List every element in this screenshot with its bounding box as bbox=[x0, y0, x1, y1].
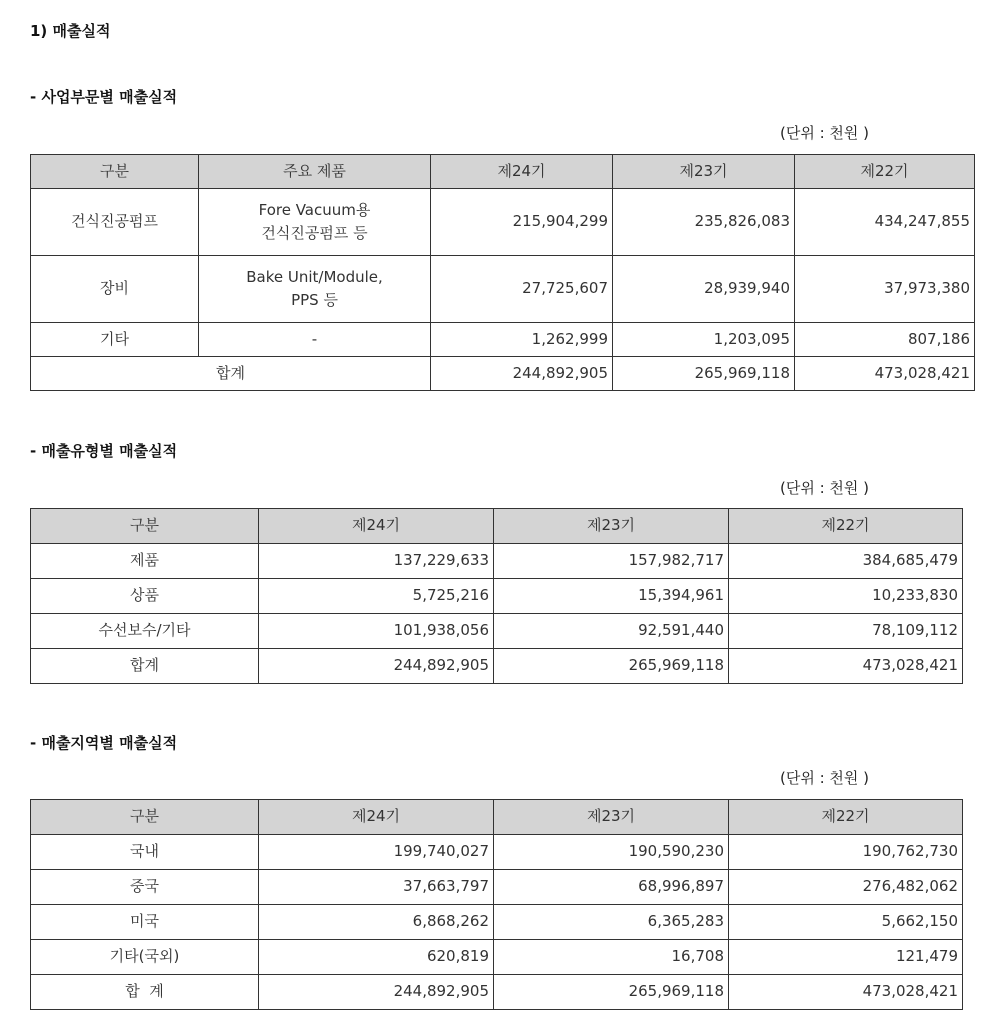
total-label: 합계 bbox=[31, 357, 431, 391]
region-sales-title: - 매출지역별 매출실적 bbox=[30, 734, 178, 752]
value-p24: 27,725,607 bbox=[431, 256, 613, 323]
product-line: PPS 등 bbox=[291, 291, 338, 309]
value-p22: 190,762,730 bbox=[729, 835, 963, 870]
header-period-22: 제22기 bbox=[795, 155, 975, 189]
value-p24: 137,229,633 bbox=[259, 544, 494, 579]
header-product: 주요 제품 bbox=[199, 155, 431, 189]
header-period-22: 제22기 bbox=[729, 800, 963, 835]
unit-label: (단위 : 천원 ) bbox=[780, 124, 870, 142]
product-line: 건식진공펌프 등 bbox=[261, 224, 368, 242]
segment-sales-table bbox=[30, 154, 975, 391]
header-period-23: 제23기 bbox=[613, 155, 795, 189]
value-p23: 157,982,717 bbox=[494, 544, 729, 579]
value-p22: 10,233,830 bbox=[729, 579, 963, 614]
value-p24: 101,938,056 bbox=[259, 614, 494, 649]
row-category: 수선보수/기타 bbox=[31, 614, 259, 649]
value-p23: 6,365,283 bbox=[494, 905, 729, 940]
value-p23: 28,939,940 bbox=[613, 256, 795, 323]
header-period-23: 제23기 bbox=[494, 800, 729, 835]
row-category: 상품 bbox=[31, 579, 259, 614]
type-sales-table bbox=[30, 508, 963, 684]
table-row bbox=[31, 940, 963, 975]
value-p23: 68,996,897 bbox=[494, 870, 729, 905]
row-category: 건식진공펌프 bbox=[31, 189, 199, 256]
unit-label: (단위 : 천원 ) bbox=[780, 769, 870, 787]
section-heading: 1) 매출실적 bbox=[30, 22, 111, 40]
value-p22: 276,482,062 bbox=[729, 870, 963, 905]
header-category: 구분 bbox=[31, 800, 259, 835]
row-category: 장비 bbox=[31, 256, 199, 323]
header-period-23: 제23기 bbox=[494, 509, 729, 544]
header-period-24: 제24기 bbox=[259, 509, 494, 544]
value-p24: 244,892,905 bbox=[431, 357, 613, 391]
value-p24: 1,262,999 bbox=[431, 323, 613, 357]
value-p23: 15,394,961 bbox=[494, 579, 729, 614]
row-category: 제품 bbox=[31, 544, 259, 579]
value-p22: 473,028,421 bbox=[729, 975, 963, 1010]
type-sales-title: - 매출유형별 매출실적 bbox=[30, 442, 178, 460]
value-p23: 16,708 bbox=[494, 940, 729, 975]
header-category: 구분 bbox=[31, 155, 199, 189]
table-header-row bbox=[31, 800, 963, 835]
value-p24: 5,725,216 bbox=[259, 579, 494, 614]
row-category: 기타 bbox=[31, 323, 199, 357]
table-row bbox=[31, 870, 963, 905]
table-header-row bbox=[31, 509, 963, 544]
table-row bbox=[31, 835, 963, 870]
total-row bbox=[31, 649, 963, 684]
table-row bbox=[31, 544, 963, 579]
value-p23: 1,203,095 bbox=[613, 323, 795, 357]
value-p23: 92,591,440 bbox=[494, 614, 729, 649]
segment-sales-title: - 사업부문별 매출실적 bbox=[30, 88, 178, 106]
table-row bbox=[31, 614, 963, 649]
value-p22: 473,028,421 bbox=[729, 649, 963, 684]
row-category: 합 계 bbox=[31, 975, 259, 1010]
value-p22: 37,973,380 bbox=[795, 256, 975, 323]
value-p24: 6,868,262 bbox=[259, 905, 494, 940]
table-row bbox=[31, 905, 963, 940]
table-row bbox=[31, 189, 975, 256]
value-p24: 37,663,797 bbox=[259, 870, 494, 905]
value-p23: 265,969,118 bbox=[494, 649, 729, 684]
value-p22: 121,479 bbox=[729, 940, 963, 975]
value-p23: 265,969,118 bbox=[494, 975, 729, 1010]
header-period-24: 제24기 bbox=[259, 800, 494, 835]
header-period-22: 제22기 bbox=[729, 509, 963, 544]
unit-label: (단위 : 천원 ) bbox=[780, 479, 870, 497]
product-line: Bake Unit/Module, bbox=[246, 267, 383, 286]
row-product bbox=[199, 256, 431, 323]
value-p23: 265,969,118 bbox=[613, 357, 795, 391]
value-p24: 620,819 bbox=[259, 940, 494, 975]
value-p22: 78,109,112 bbox=[729, 614, 963, 649]
header-period-24: 제24기 bbox=[431, 155, 613, 189]
table-row bbox=[31, 323, 975, 357]
value-p22: 473,028,421 bbox=[795, 357, 975, 391]
value-p23: 190,590,230 bbox=[494, 835, 729, 870]
value-p24: 244,892,905 bbox=[259, 649, 494, 684]
total-row bbox=[31, 357, 975, 391]
value-p24: 199,740,027 bbox=[259, 835, 494, 870]
row-product: - bbox=[199, 323, 431, 357]
total-row bbox=[31, 975, 963, 1010]
value-p22: 5,662,150 bbox=[729, 905, 963, 940]
row-category: 중국 bbox=[31, 870, 259, 905]
value-p22: 807,186 bbox=[795, 323, 975, 357]
row-category: 기타(국외) bbox=[31, 940, 259, 975]
row-product bbox=[199, 189, 431, 256]
product-line: Fore Vacuum용 bbox=[258, 200, 371, 219]
value-p24: 244,892,905 bbox=[259, 975, 494, 1010]
region-sales-table bbox=[30, 799, 963, 1010]
table-row bbox=[31, 256, 975, 323]
value-p24: 215,904,299 bbox=[431, 189, 613, 256]
table-row bbox=[31, 579, 963, 614]
row-category: 합계 bbox=[31, 649, 259, 684]
row-category: 미국 bbox=[31, 905, 259, 940]
row-category: 국내 bbox=[31, 835, 259, 870]
header-category: 구분 bbox=[31, 509, 259, 544]
table-header-row bbox=[31, 155, 975, 189]
value-p22: 384,685,479 bbox=[729, 544, 963, 579]
value-p22: 434,247,855 bbox=[795, 189, 975, 256]
value-p23: 235,826,083 bbox=[613, 189, 795, 256]
